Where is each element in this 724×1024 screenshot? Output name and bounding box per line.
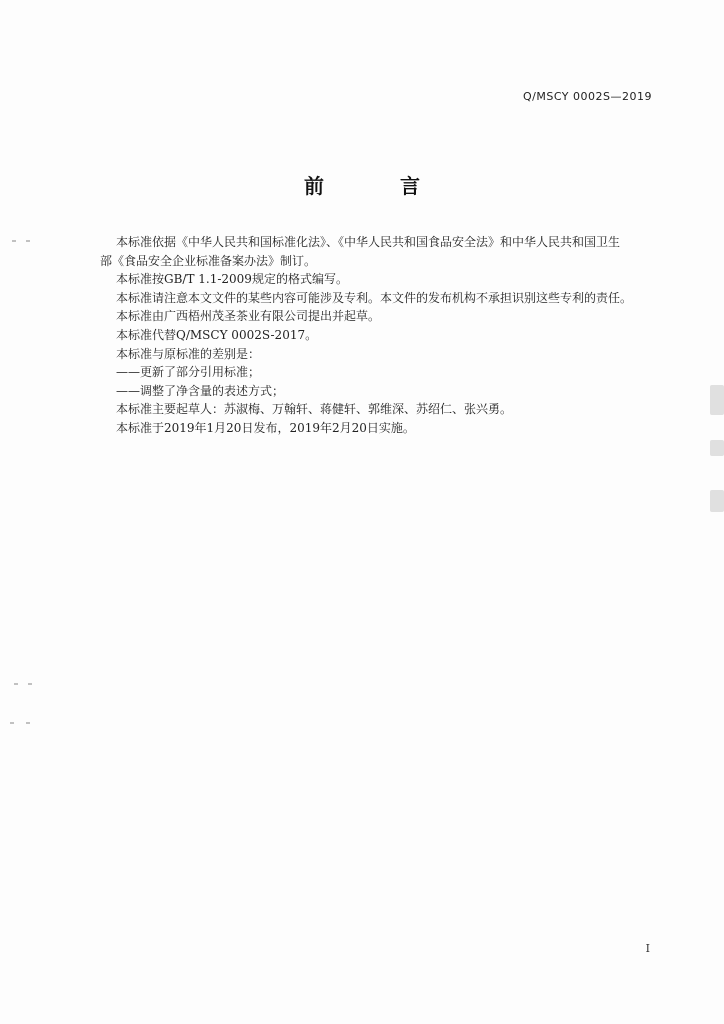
foreword-body (100, 233, 660, 438)
paragraph-differences: 本标准与原标准的差别是： (116, 346, 261, 361)
paragraph-basis-line2: 部《食品安全企业标准备案办法》制订。 (100, 253, 317, 268)
scan-artifact (710, 440, 724, 456)
paragraph-format: 本标准按GB/T 1.1-2009规定的格式编写。 (116, 272, 348, 287)
scan-dot (26, 240, 30, 242)
scan-dot (14, 683, 18, 685)
scan-artifact (710, 490, 724, 512)
paragraph-dates: 本标准于2019年1月20日发布，2019年2月20日实施。 (116, 420, 415, 435)
difference-item-1: ——更新了部分引用标准； (116, 365, 261, 380)
paragraph-drafter-org: 本标准由广西梧州茂圣茶业有限公司提出并起草。 (116, 309, 381, 324)
page-number: I (645, 942, 650, 955)
paragraph-replaces: 本标准代替Q/MSCY 0002S-2017。 (116, 327, 318, 342)
scan-dot (10, 722, 14, 724)
paragraph-patent: 本标准请注意本文文件的某些内容可能涉及专利。本文件的发布机构不承担识别这些专利的责任。 (116, 290, 633, 305)
page-title: 前 言 (304, 174, 448, 198)
scan-artifact (710, 385, 724, 415)
standard-code: Q/MSCY 0002S—2019 (522, 90, 652, 103)
paragraph-basis-line1: 本标准依据《中华人民共和国标准化法》、《中华人民共和国食品安全法》和中华人民共和国卫生 (116, 235, 621, 249)
scan-dot (12, 240, 16, 242)
scan-dot (26, 722, 30, 724)
scan-dot (28, 683, 32, 685)
paragraph-drafters: 本标准主要起草人：苏淑梅、万翰轩、蒋健轩、郭维深、苏绍仁、张兴勇。 (116, 402, 513, 417)
difference-item-2: ——调整了净含量的表述方式； (116, 383, 285, 398)
